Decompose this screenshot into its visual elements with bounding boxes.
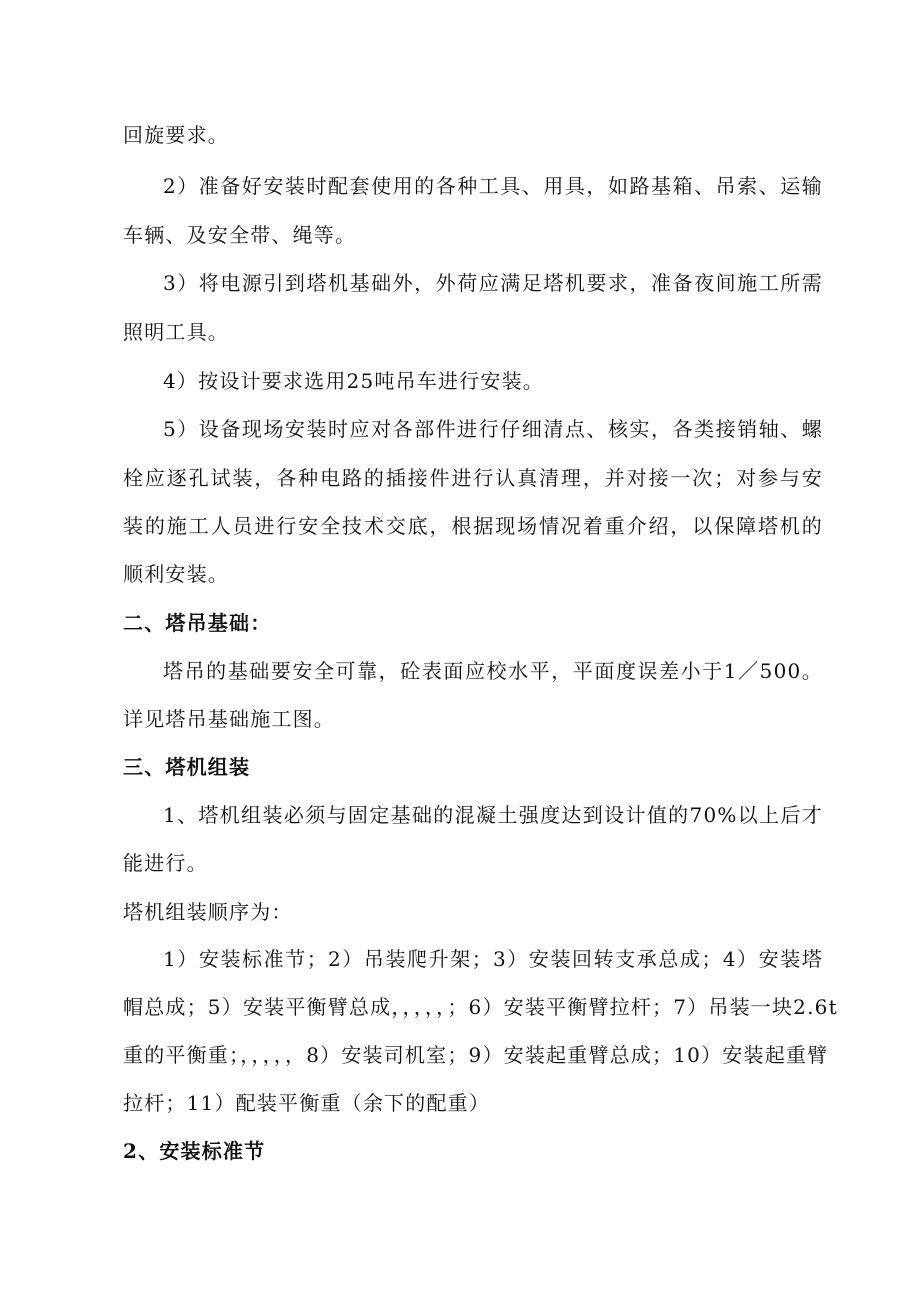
section-heading: 2、安装标准节 [123,1139,266,1163]
text-line: 2）准备好安装时配套使用的各种工具、用具，如路基箱、吊索、运输 [163,174,823,198]
text-line: 1）安装标准节；2）吊装爬升架；3）安装回转支承总成；4）安装塔 [163,947,823,971]
text-line: 5）设备现场安装时应对各部件进行仔细清点、核实，各类接销轴、螺 [163,417,823,441]
text-line: 重的平衡重；，，，，，8）安装司机室；9）安装起重臂总成；10）安装起重臂 [123,1043,829,1067]
text-line: 3）将电源引到塔机基础外，外荷应满足塔机要求，准备夜间施工所需 [163,271,823,295]
section-heading: 二、塔吊基础： [123,611,272,635]
text-line: 详见塔吊基础施工图。 [123,707,335,731]
text-line: 照明工具。 [123,320,229,344]
text-line: 栓应逐孔试装，各种电路的插接件进行认真清理，并对接一次；对参与安 [123,466,823,490]
text-line: 塔机组装顺序为： [123,900,293,924]
text-line: 拉杆；11）配装平衡重（余下的配重） [123,1091,491,1115]
text-line: 顺利安装。 [123,562,229,586]
text-line: 1、塔机组装必须与固定基础的混凝土强度达到设计值的70%以上后才 [163,803,823,827]
text-line: 装的施工人员进行安全技术交底，根据现场情况着重介绍，以保障塔机的 [123,514,823,538]
text-line: 车辆、及安全带、绳等。 [123,223,357,247]
text-line: 4）按设计要求选用25吨吊车进行安装。 [163,369,544,393]
text-line: 帽总成；5）安装平衡臂总成，，，，，；6）安装平衡臂拉杆；7）吊装一块2.6t [123,995,838,1019]
section-heading: 三、塔机组装 [123,755,251,779]
text-line: 回旋要求。 [123,123,229,147]
text-line: 塔吊的基础要安全可靠，砼表面应校水平，平面度误差小于1／500。 [163,659,823,683]
text-line: 能进行。 [123,851,208,875]
